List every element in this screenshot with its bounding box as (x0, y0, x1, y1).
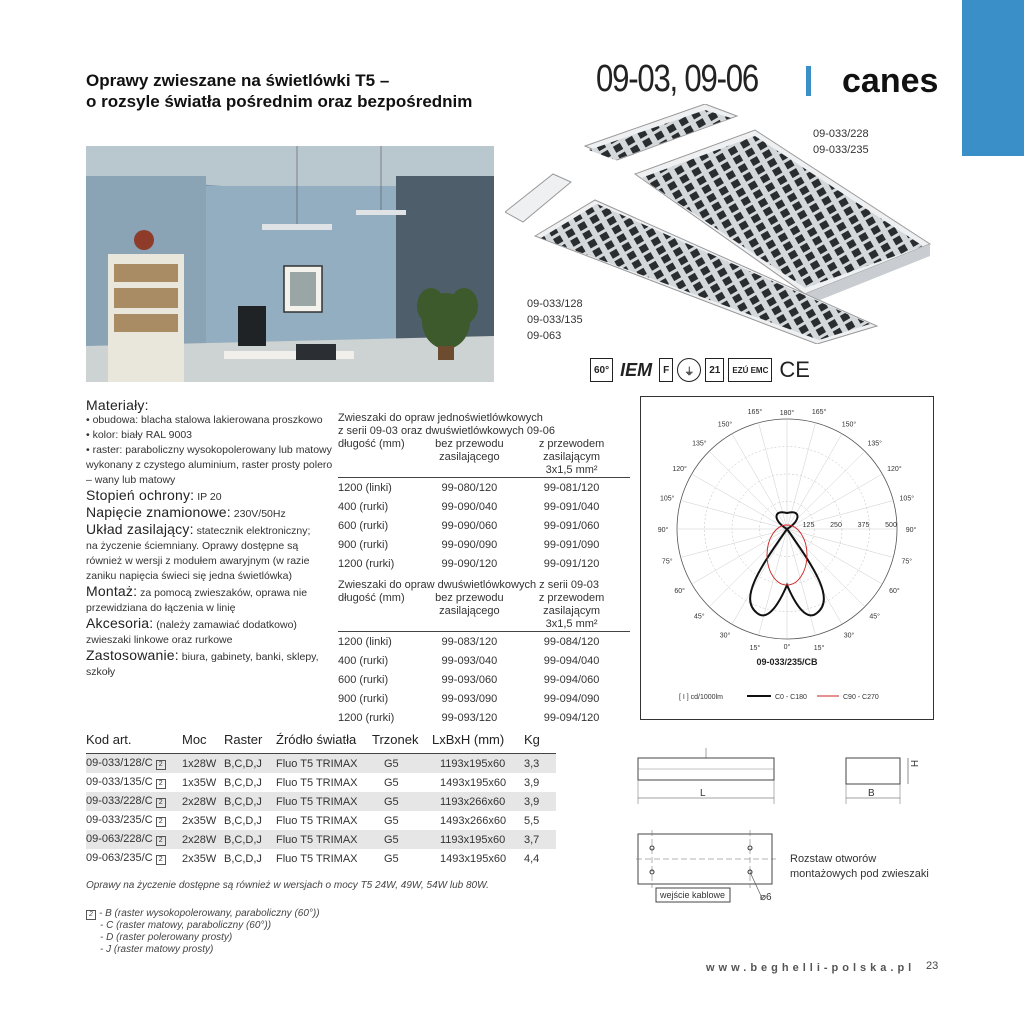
materials-heading: Materiały: (86, 397, 149, 413)
table-cell: 4,4 (524, 852, 540, 865)
table-cell: Fluo T5 TRIMAX (276, 852, 358, 865)
polar-grid-spoke (681, 501, 787, 529)
polar-grid-spoke (787, 529, 865, 607)
angle-label: 120° (672, 466, 687, 473)
polar-grid-spoke (692, 474, 787, 529)
table-cell: 99-090/120 (441, 557, 498, 570)
suspension2-caption: Zwieszaki do opraw dwuświetlówkowych z serii 09-03 (338, 579, 600, 591)
supply-label: Układ zasilający: (86, 521, 194, 537)
polar-grid-spoke (732, 529, 787, 624)
table-cell: Fluo T5 TRIMAX (276, 830, 372, 849)
table-row (338, 632, 630, 652)
table-row (86, 773, 556, 792)
quality-mark-icon: 21 (705, 358, 724, 382)
table-cell: 1200 (linki) (338, 635, 392, 648)
dim-label-l: L (700, 788, 706, 799)
table-cell: 1200 (linki) (338, 481, 392, 494)
table-cell: 99-094/040 (543, 654, 600, 667)
suspension1-caption: Zwieszaki do opraw jednoświetlówkowych (338, 412, 543, 424)
table-cell: B,C,D,J (224, 814, 262, 827)
polar-diagram-box (640, 396, 934, 720)
table-row (338, 554, 630, 573)
ip-label: Stopień ochrony: (86, 487, 195, 503)
table-cell: 99-090/060 (441, 519, 498, 532)
variant-label: 09-063 (527, 330, 562, 342)
table-cell: B,C,D,J (224, 830, 276, 849)
table-cell: 09-033/235/C (86, 814, 153, 826)
table-cell: 3,9 (524, 792, 556, 811)
col-header: zasilającego (439, 451, 500, 463)
table-cell: 99-094/060 (543, 673, 600, 686)
table-row (338, 708, 630, 727)
table-row (86, 811, 556, 830)
table-cell: 2x35W (182, 814, 217, 827)
col-header: Raster (224, 730, 276, 754)
title-separator (806, 66, 811, 96)
col-header: Kg (524, 730, 556, 754)
angle-label: 150° (717, 421, 733, 429)
table-cell: B,C,D,J (224, 776, 262, 789)
table-row (86, 849, 556, 868)
polar-grid-spoke (787, 451, 865, 529)
table-cell: 99-093/090 (441, 692, 498, 705)
table-cell: B,C,D,J (224, 852, 262, 865)
polar-model-label: 09-033/235/CB (756, 657, 818, 667)
table-row (338, 689, 630, 708)
use-value: biura, gabinety, banki, sklepy, szkoły (86, 651, 319, 678)
accessories-value: (należy zamawiać dodatkowo) zwieszaki linkowe oraz rurkowe (86, 619, 297, 646)
table-cell: G5 (384, 776, 399, 789)
table-cell: 400 (rurki) (338, 654, 389, 667)
table-cell: 1193x195x60 (432, 830, 524, 849)
col-header: długość (mm) (338, 438, 405, 450)
table-row (338, 497, 630, 516)
table-cell: 3,7 (524, 830, 556, 849)
table-cell: 09-033/228/C (86, 795, 153, 807)
table-cell: 99-093/040 (441, 654, 498, 667)
mount-value: za pomocą zwieszaków, oprawa nie przewidziana do łączenia w linię (86, 587, 308, 614)
table-cell: 1193x195x60 (432, 754, 524, 774)
table-cell: 09-033/135/C (86, 776, 153, 788)
holes-caption-line: montażowych pod zwieszaki (790, 868, 929, 880)
table-cell: 99-093/060 (441, 673, 498, 686)
table-cell: B,C,D,J (224, 792, 276, 811)
polar-grid-spoke (709, 451, 787, 529)
radial-label: 250 (830, 522, 842, 529)
raster-legend (86, 908, 320, 956)
voltage-label: Napięcie znamionowe: (86, 504, 231, 520)
angle-label: 165° (747, 409, 763, 417)
website-link[interactable]: www.beghelli-polska.pl (706, 962, 916, 974)
table-cell: 2x28W (182, 792, 224, 811)
legend-label-c0: C0 - C180 (775, 694, 807, 701)
col-header: z przewodem zasilającym (538, 438, 605, 463)
dim-label-h: H (910, 759, 922, 768)
table-row (338, 535, 630, 554)
table-cell: 1200 (rurki) (338, 557, 395, 570)
spec-table (86, 730, 556, 868)
material-item: • kolor: biały RAL 9003 (86, 429, 193, 441)
angle-label: 30° (719, 632, 731, 640)
table-cell: 1193x266x60 (432, 792, 524, 811)
availability-note: Oprawy na życzenie dostępne są również w wersjach o mocy T5 24W, 49W, 54W lub 80W. (86, 880, 489, 891)
radial-label: 125 (802, 522, 815, 529)
polar-grid-spoke (787, 434, 842, 529)
table-cell: 99-090/090 (441, 538, 498, 551)
box-mark-icon: 2 (156, 779, 166, 789)
table-cell: 99-093/120 (441, 711, 498, 724)
table-row (338, 670, 630, 689)
page-title (86, 70, 472, 112)
mount-label: Montaż: (86, 583, 138, 599)
table-cell: 99-091/060 (543, 519, 600, 532)
table-cell: Fluo T5 TRIMAX (276, 754, 372, 774)
angle-label: 90° (905, 527, 917, 534)
legend-item: - B (raster wysokopolerowany, paraboliczny (60°)) (99, 908, 320, 919)
table-cell: 2x35W (182, 852, 217, 865)
table-cell: 1200 (rurki) (338, 711, 395, 724)
table-cell: 99-081/120 (543, 481, 600, 494)
emc-mark-icon: EZÚ EMC (728, 358, 772, 382)
angle-label: 75° (661, 558, 673, 566)
box-mark-icon: 2 (156, 798, 166, 808)
legend-item: - D (raster polerowany prosty) (100, 932, 233, 943)
angle-label: 90° (657, 527, 669, 534)
angle-label: 15° (813, 644, 825, 652)
polar-diagram (641, 397, 933, 719)
certification-marks (590, 354, 930, 386)
table-cell: 3,9 (524, 776, 540, 789)
material-item: • raster: paraboliczny wysokopolerowany lub matowy wykonany z czystego aluminium, raster prosty polero – wany lub matowy (86, 444, 333, 486)
voltage-value: 230V/50Hz (233, 508, 286, 520)
table-cell: G5 (372, 830, 432, 849)
angle-label-top: 180° (779, 410, 795, 417)
col-header: zasilającego (439, 605, 500, 617)
table-cell: 2x28W (182, 830, 224, 849)
box-mark-icon: 2 (156, 855, 166, 865)
table-cell: 900 (rurki) (338, 692, 389, 705)
table-cell: 1493x266x60 (440, 814, 507, 827)
angle-label: 75° (901, 558, 913, 566)
dim-label-b: B (868, 788, 875, 799)
table-row (86, 830, 556, 849)
table-cell: 400 (rurki) (338, 500, 389, 513)
table-cell: 99-080/120 (441, 481, 498, 494)
table-cell: 99-091/040 (543, 500, 600, 513)
table-cell: 99-084/120 (543, 635, 600, 648)
table-cell: Fluo T5 TRIMAX (276, 776, 358, 789)
suspension1-caption-2: z serii 09-03 oraz dwuświetlówkowych 09-06 (338, 425, 556, 437)
angle-label: 135° (692, 440, 707, 448)
table-cell: Fluo T5 TRIMAX (276, 792, 372, 811)
col-header: Źródło światła (276, 730, 372, 754)
angle-label: 45° (869, 613, 880, 621)
table-cell: 99-090/040 (441, 500, 498, 513)
radial-label: 375 (857, 522, 870, 529)
table-cell: Fluo T5 TRIMAX (276, 814, 358, 827)
earth-mark-icon: ⏚ (677, 358, 701, 382)
use-label: Zastosowanie: (86, 647, 179, 663)
angle-label: 60° (674, 588, 685, 595)
supply-value: statecznik elektroniczny; (196, 525, 311, 537)
angle-label-bottom: 0° (783, 644, 791, 651)
table-cell: 900 (rurki) (338, 538, 389, 551)
table-cell: 99-091/090 (543, 538, 600, 551)
angle-label: 105° (659, 495, 675, 503)
spec-header-row (86, 730, 556, 754)
table-cell: 1x35W (182, 776, 217, 789)
table-cell: G5 (384, 814, 399, 827)
table-cell: G5 (372, 792, 432, 811)
suspension1-table (338, 438, 630, 573)
col-header: LxBxH (mm) (432, 730, 524, 754)
table-row (338, 516, 630, 535)
col-header: 3x1,5 mm² (545, 618, 598, 630)
angle-label: 105° (899, 495, 915, 503)
material-item: • obudowa: blacha stalowa lakierowana proszkowo (86, 414, 323, 426)
iem-mark-icon: IEM (620, 359, 653, 380)
angle-label: 15° (749, 644, 761, 652)
angle-label: 45° (694, 613, 705, 621)
angle-mark-icon: 60° (590, 358, 613, 382)
ip-value: IP 20 (197, 491, 222, 503)
holes-caption (790, 852, 940, 882)
table-cell: 99-083/120 (441, 635, 498, 648)
legend-item: - C (raster matowy, paraboliczny (60°)) (100, 920, 272, 931)
table-cell: G5 (384, 852, 399, 865)
box-mark-icon: 2 (156, 836, 166, 846)
legend-label-c90: C90 - C270 (843, 694, 879, 701)
accessories-label: Akcesoria: (86, 615, 154, 631)
brand-name: canes (842, 62, 939, 100)
page-number: 23 (926, 960, 939, 972)
polar-unit-label: [ I ] cd/1000lm (679, 694, 723, 701)
table-cell: 5,5 (524, 814, 540, 827)
table-row (338, 478, 630, 498)
holes-caption-line: Rozstaw otworów (790, 853, 877, 865)
variant-label: 09-033/135 (527, 314, 583, 326)
angle-label: 135° (867, 440, 882, 448)
polar-grid-spoke (787, 529, 815, 635)
box-mark-icon: 2 (156, 817, 166, 827)
legend-item: - J (raster matowy prosty) (100, 944, 214, 955)
col-header: bez przewodu (435, 592, 504, 604)
table-cell: G5 (372, 754, 432, 774)
table-cell: 1493x195x60 (440, 852, 507, 865)
table-row (86, 792, 556, 811)
angle-label: 120° (887, 466, 902, 473)
box-mark-icon: 2 (86, 910, 96, 920)
angle-label: 30° (843, 632, 855, 640)
angle-label: 150° (841, 421, 857, 429)
box-mark-icon: 2 (156, 760, 166, 770)
table-cell: 99-091/120 (543, 557, 600, 570)
ce-mark-icon: CE (779, 357, 810, 382)
materials-section (86, 398, 336, 680)
spec-table-section (86, 730, 556, 868)
table-cell: 99-094/120 (543, 711, 600, 724)
title-line-2: o rozsyle światła pośrednim oraz bezpośrednim (86, 92, 473, 111)
supply-details: na życzenie ściemniany. Oprawy dostępne są również w wersji z modułem awaryjnym (w razie zaniku napięcia świeci się jedna świetlówka) (86, 540, 310, 582)
col-header: długość (mm) (338, 592, 405, 604)
col-header: z przewodem zasilającym (538, 592, 605, 617)
angle-label: 60° (889, 588, 900, 595)
polar-grid-spoke (709, 529, 787, 607)
table-cell: 3,3 (524, 754, 556, 774)
product-codes: 09-03, 09-06 (596, 58, 758, 100)
cable-entry-label: wejście kablowe (660, 890, 726, 900)
angle-label: 165° (811, 409, 827, 417)
polar-grid-spoke (787, 529, 842, 624)
suspension-tables (338, 412, 630, 727)
table-cell: 09-033/128/C (86, 757, 153, 769)
variant-label: 09-033/228 (813, 128, 869, 140)
variant-label: 09-033/128 (527, 298, 583, 310)
col-header: bez przewodu (435, 438, 504, 450)
variant-labels-upper (813, 126, 869, 158)
polar-grid-spoke (759, 529, 787, 635)
col-header: Moc (182, 730, 224, 754)
hole-diameter-label: ⌀6 (760, 892, 772, 903)
col-header: 3x1,5 mm² (545, 464, 598, 476)
variant-label: 09-033/235 (813, 144, 869, 156)
dimension-drawings (636, 748, 936, 908)
side-tab (962, 0, 1024, 156)
office-photo (86, 146, 494, 382)
table-cell: 600 (rurki) (338, 519, 389, 532)
table-row (338, 651, 630, 670)
title-line-1: Oprawy zwieszane na świetlówki T5 – (86, 71, 390, 90)
table-cell: 09-063/228/C (86, 833, 153, 845)
table-cell: 1x28W (182, 754, 224, 774)
polar-grid-spoke (787, 474, 882, 529)
table-cell: 600 (rurki) (338, 673, 389, 686)
table-cell: 09-063/235/C (86, 852, 153, 864)
table-cell: 99-094/090 (543, 692, 600, 705)
suspension2-table (338, 592, 630, 727)
col-header: Kod art. (86, 730, 182, 754)
variant-labels-lower (527, 296, 583, 344)
f-mark-icon: F (659, 358, 673, 382)
table-cell: 1493x195x60 (440, 776, 507, 789)
col-header: Trzonek (372, 730, 432, 754)
polar-grid-spoke (732, 434, 787, 529)
table-cell: B,C,D,J (224, 754, 276, 774)
table-row (86, 754, 556, 774)
radial-label: 500 (885, 522, 897, 529)
